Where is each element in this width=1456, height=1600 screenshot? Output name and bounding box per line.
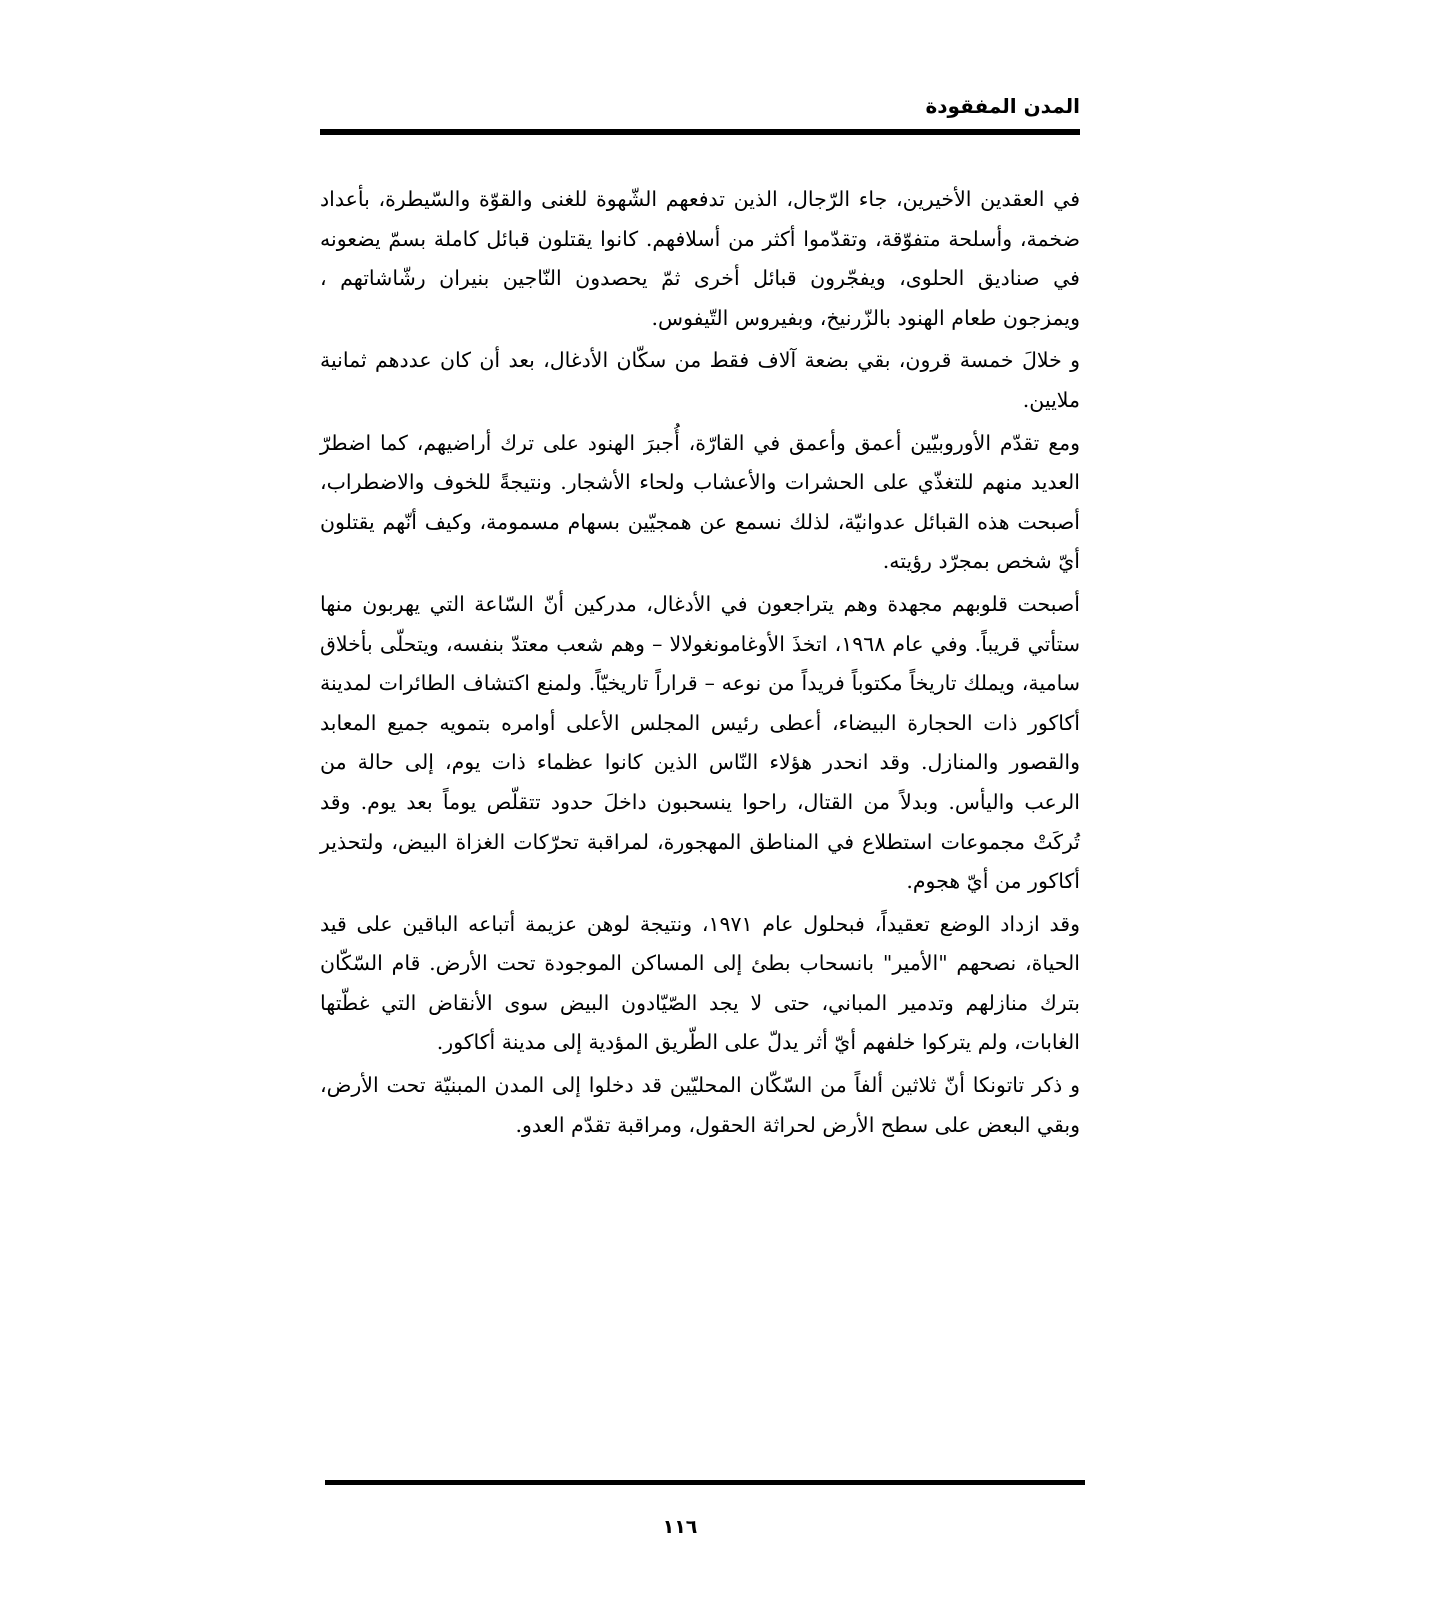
paragraph-3: ومع تقدّم الأوروبيّين أعمق وأعمق في القارّة، أُجبرَ الهنود على ترك أراضيهم، كما اضطرّ العديد منهم للتغذّي على الحشرات والأعشاب ولحاء الأشجار. ونتيجةً للخوف والاضطراب، أصبحت هذه القبائل عدوانيّة، لذلك نسمع عن همجيّين بسهام مسمومة، وكيف أنّهم يقتلون أيّ شخص بمجرّد رؤيته. (320, 430, 1080, 574)
body-text (320, 180, 1080, 1148)
paragraph-5: وقد ازداد الوضع تعقيداً، فبحلول عام ١٩٧١، ونتيجة لوهن عزيمة أتباعه الباقين على قيد الحياة، نصحهم "الأمير" بانسحاب بطئ إلى المساكن الموجودة تحت الأرض. قام السّكّان بترك منازلهم وتدمير المباني، حتى لا يجد الصّيّادون البيض سوى الأنقاض التي غطّتها الغابات، ولم يتركوا خلفهم أيّ أثر يدلّ على الطّريق المؤدية إلى مدينة أكاكور. (320, 911, 1080, 1055)
running-header-title: المدن المفقودة (925, 94, 1080, 118)
paragraph-2: و خلالَ خمسة قرون، بقي بضعة آلاف فقط من سكّان الأدغال، بعد أن كان عددهم ثمانية ملايين. (320, 348, 1080, 412)
footer-rule (325, 1480, 1085, 1485)
page-number: ١١٦ (662, 1516, 698, 1538)
paragraph-6: و ذكر تاتونكا أنّ ثلاثين ألفاً من السّكّان المحليّين قد دخلوا إلى المدن المبنيّة تحت الأرض، وبقي البعض على سطح الأرض لحراثة الحقول، ومراقبة تقدّم العدو. (320, 1073, 1080, 1137)
header-rule (320, 129, 1080, 135)
paragraph-4: أصبحت قلوبهم مجهدة وهم يتراجعون في الأدغال، مدركين أنّ السّاعة التي يهربون منها ستأتي قريباً. وفي عام ١٩٦٨، اتخذَ الأوغامونغولالا – وهم شعب معتدّ بنفسه، ويتحلّى بأخلاق سامية، ويملك تاريخاً مكتوباً فريداً من نوعه – قراراً تاريخيّاً. ولمنع اكتشاف الطائرات لمدينة أكاكور ذات الحجارة البيضاء، أعطى رئيس المجلس الأعلى أوامره بتمويه جميع المعابد والقصور والمنازل. وقد انحدر هؤلاء النّاس الذين كانوا عظماء ذات يوم، إلى حالة من الرعب واليأس. وبدلاً من القتال، راحوا ينسحبون داخلَ حدود تتقلّص يوماً بعد يوم. وقد تُركَتْ مجموعات استطلاع في المناطق المهجورة، لمراقبة تحرّكات الغزاة البيض، ولتحذير أكاكور من أيّ هجوم. (320, 591, 1081, 894)
paragraph-1: في العقدين الأخيرين، جاء الرّجال، الذين تدفعهم الشّهوة للغنى والقوّة والسّيطرة، بأعداد ضخمة، وأسلحة متفوّقة، وتقدّموا أكثر من أسلافهم. كانوا يقتلون قبائل كاملة بسمّ يضعونه في صناديق الحلوى، ويفجّرون قبائل أخرى ثمّ يحصدون النّاجين بنيران رشّاشاتهم ، ويمزجون طعام الهنود بالزّرنيخ، وبفيروس التّيفوس. (320, 187, 1080, 330)
